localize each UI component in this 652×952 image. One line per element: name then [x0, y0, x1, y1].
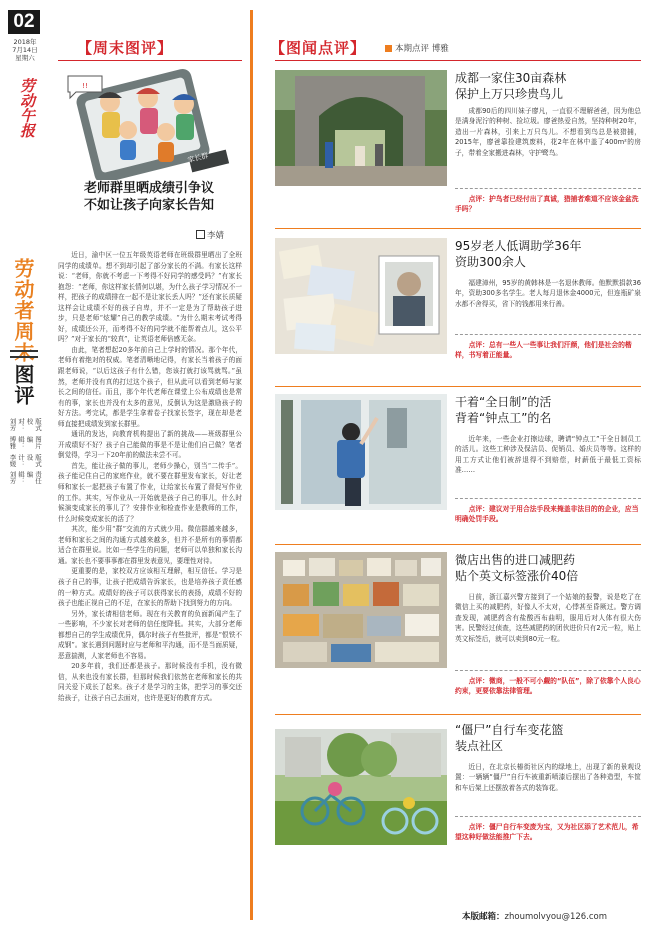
story-comment: 点评：微商，一般不可小觑的“队伍”，除了依靠个人良心约束，更要依靠法律管理。 [455, 677, 641, 696]
story-body: 福建漳州，95岁的黄韩林是一名退休教师。他默默捐款36年，资助300多名学生。老人每月退休金4000元，但连瓶矿泉水都不舍得买，省下的钱都用来行善。 [455, 279, 641, 308]
news-story [275, 552, 641, 712]
story-title [455, 394, 641, 426]
left-rail [0, 0, 42, 952]
pick-label: 本期点评 博雅 [395, 44, 449, 54]
story-comment: 点评：僵尸自行车变废为宝，又为社区添了艺术范儿，希望这种好做法能推广下去。 [455, 823, 639, 842]
story-separator [275, 228, 641, 229]
story-separator [275, 386, 641, 387]
cartoon-label: 家长群 [186, 151, 210, 165]
article-paragraph: 近日，渝中区一位五年级英语老师在班级群里晒出了全班同学的成绩单。想不到却引起了部分家长的不满。有家长这样说：“老师，你就不考虑一下考得不好同学的感受吗？”有家长抱怨：“老师，你这样家长情何以堪，为什么孩子学习情况不一样，把孩子的成绩排在一起不是让家长丢人吗？”还有家长质疑这样会让成绩不好的孩子自卑，并不一定是为了帮助孩子进步，只是老师“炫耀”自己的教学成绩。“为什么期末考试考得好，成绩还公开，而考得不好的同学就不能帮着点儿，这公平吗？”对于家长的“较真”，让英语老师倍感无奈。 [58, 251, 242, 344]
title-line: 背着“钟点工”的名 [455, 411, 552, 425]
story-title [455, 722, 641, 754]
staff-credits [8, 418, 42, 488]
credit-line: 图片编辑：博雅 [8, 435, 42, 449]
page-number: 02 [8, 10, 40, 34]
dashed-rule [455, 498, 641, 499]
section-rule [58, 60, 242, 61]
story-photo [275, 394, 447, 510]
story-separator [275, 544, 641, 545]
article-paragraph: 另外，家长请相信老师。现在有关教育的负面新闻产生了一些影响，不少家长对老师的信任度降低。其实，大部分老师都想自己的学生成绩优异，偶尔时孩子有些批评，都是“恨铁不成钢”。家长遇到问题时应与老师和平沟通，而不是当面质疑，恶意揣测，人家老师也不容易。 [58, 609, 242, 660]
news-story [275, 238, 641, 383]
section-tag: 【周末图评】 [76, 38, 173, 57]
story-title [455, 552, 641, 584]
newspaper-logo: 劳动午报 [18, 78, 36, 138]
dashed-rule [455, 670, 641, 671]
dashed-rule [455, 334, 641, 335]
story-comment: 点评：建议对于用合法手段来掩盖非法目的的企业，应当明确处罚手段。 [455, 505, 639, 524]
news-story [275, 70, 641, 220]
credit-line: 版式校对：刘芳 [8, 418, 42, 431]
article-paragraph: 首先，能让孩子做的事儿，老师少操心，别当“二传手”。孩子能记住自己的家庭作业，就不要在群里发布家长，好让老师和家长一起把孩子布置了作业，让给家长布置了督促写作业的工作。其实，写作业从一开始就是孩子自己的事儿，什么时候演变成家长的事儿了？安排作业和检查作业是教师的工作，什么时候变成家长的活了？ [58, 461, 242, 523]
story-comment: 点评：总有一些人一些事让我们汗颜，他们是社会的楷样，书写着正能量。 [455, 341, 632, 360]
article-paragraph: 由此，笔者想起20多年前自己上学时的情况。那个年代，老师有着绝对的权威。笔者清晰地记得，有家长当着孩子的面跟老师说，“以后这孩子有什么错，您该打就打该骂就骂。”虽然，老师并没有真的打过这个孩子，但从此可以看到老师与家长之间的信任。而且，那个年代老师在课堂上公布成绩也是常有的事，家长也并没有太多的意见，反倒认为这是激励孩子的好方法。考完试，都是学生拿着卷子找家长签字，现在却是老师直接把成绩发到家长群里。 [58, 345, 242, 428]
section-rule [275, 60, 641, 61]
title-line: 贴个英文标签涨价40倍 [455, 569, 579, 583]
credit-line: 责任编辑：刘芳 [8, 471, 42, 485]
title-line: 装点社区 [455, 739, 504, 753]
article-body [58, 250, 242, 905]
email-address[interactable]: zhoumolvyou@126.com [504, 912, 608, 922]
title-line: 干着“全日制”的活 [455, 395, 552, 409]
story-photo [275, 238, 447, 354]
headline-line: 老师群里晒成绩引争议 [83, 181, 214, 196]
article-paragraph: 20多年前，我们还都是孩子。那时候没有手机，没有微信，从来也没有家长群，但那时候我们依然在老师和家长的共同关爱下成长了起来。孩子才是学习的主体，把学习的事交还给孩子，让孩子自己去面对，也许是更好的教育方式。 [58, 662, 242, 702]
article-paragraph: 其次，能少用“群”交流的方式就少用。微信群越来越多，老师和家长之间的沟通方式越来越多，但并不是所有的事情都适合在群里说。比如一些学生的问题，老师可以单独和家长沟通。家长也不要事事都在群里发表意见，要理性对待。 [58, 525, 242, 565]
rail-divider [10, 350, 38, 358]
section-name: 图评 [11, 364, 35, 406]
article-headline [60, 180, 238, 214]
story-body: 日前，浙江嘉兴警方接到了一个姑娘的报警，说是吃了在微信上买的减肥药，好像人不太对，心悸甚至昏厥过。警方调查发现，减肥药含有盐酸西布曲明，服用后对人体有很大伤害。民警经过侦查，这些减肥药的团伙进价只有2元一粒，贴上英文标签后，就可以卖到80元一粒。 [455, 593, 641, 643]
author-byline: 李婧 [196, 229, 224, 241]
story-photo [275, 722, 447, 852]
story-photo [275, 552, 447, 668]
issue-date: 2018年 7月14日 星期六 [12, 38, 38, 62]
title-line: 95岁老人低调助学36年 [455, 239, 582, 253]
story-body: 成都90后的四川妹子廖凡，一直很不理解爸爸，因为他总是满身泥泞的种树、捡垃圾。廖爸热爱自然，坚持种树20年，造出一片森林，引来上万只鸟儿。不想看到鸟总是被猎捕，2015年，廖爸靠捡建筑废料，花2年在林中盖了400m²的房子，带着全家搬进森林，守护鹭鸟。 [455, 107, 641, 157]
story-comment: 点评：护鸟者已经付出了真诚，猎捕者难道不应该金盆洗手吗？ [455, 195, 639, 214]
square-icon [385, 45, 392, 52]
svg-text:!!: !! [82, 82, 88, 90]
title-line: 成都一家住30亩森林 [455, 71, 567, 85]
headline-line: 不如让孩子向家长告知 [83, 198, 214, 213]
news-story [275, 394, 641, 539]
story-photo [275, 70, 447, 186]
article-paragraph: 更重要的是，家校双方应该相互理解，相互信任。学习是孩子自己的事，让孩子把成绩告诉家长，也是培养孩子责任感的一种方式。成绩好的孩子可以获得家长的表扬，成绩不好的孩子也能正视自己的不足，在家长的帮助下找到努力的方向。 [58, 567, 242, 608]
story-body: 近日，在北京长椿街社区内的绿地上，出现了新的景观设置：一辆辆“僵尸”自行车被重新喷漆后摆出了各种造型，车筐和车后架上还摆放着各式的装饰花。 [455, 763, 641, 792]
contact-email [462, 910, 607, 922]
column-divider [250, 10, 253, 920]
column-name: 劳动者周末 [11, 258, 35, 363]
dashed-rule [455, 816, 641, 817]
title-line: 资助300余人 [455, 255, 526, 269]
news-story [275, 722, 641, 862]
cartoon-illustration [62, 68, 232, 180]
email-label: 本版邮箱： [462, 912, 505, 922]
section-header-news [270, 38, 366, 56]
title-line: 微店出售的进口减肥药 [455, 553, 576, 567]
story-title [455, 70, 641, 102]
section-tag: 【图闻点评】 [270, 38, 367, 57]
credit-line: 版式设计：李媛 [8, 453, 42, 467]
title-line: 保护上万只珍贵鸟儿 [455, 87, 564, 101]
story-body: 近年来，一些企业打擦边球，聘请“钟点工”干全日制员工的活儿。这些工种涉及保洁员、促销员、婚庆员等等。这样的用工方式让他们被辞退得不到赔偿，时薪低于最低工资标准…… [455, 435, 641, 475]
story-title [455, 238, 641, 270]
section-header-weekend [55, 38, 195, 56]
editor-pick [385, 42, 449, 54]
story-separator [275, 714, 641, 715]
dashed-rule [455, 188, 641, 189]
article-paragraph: 通讯的发达，向教育机构提出了新的挑战——班级群里公开成绩好不好？孩子自己能做的事是不是让他们自己做？笔者倒觉得，学习一下20年前的做法未尝不可。 [58, 430, 242, 460]
title-line: “僵尸”自行车变花篮 [455, 723, 564, 737]
